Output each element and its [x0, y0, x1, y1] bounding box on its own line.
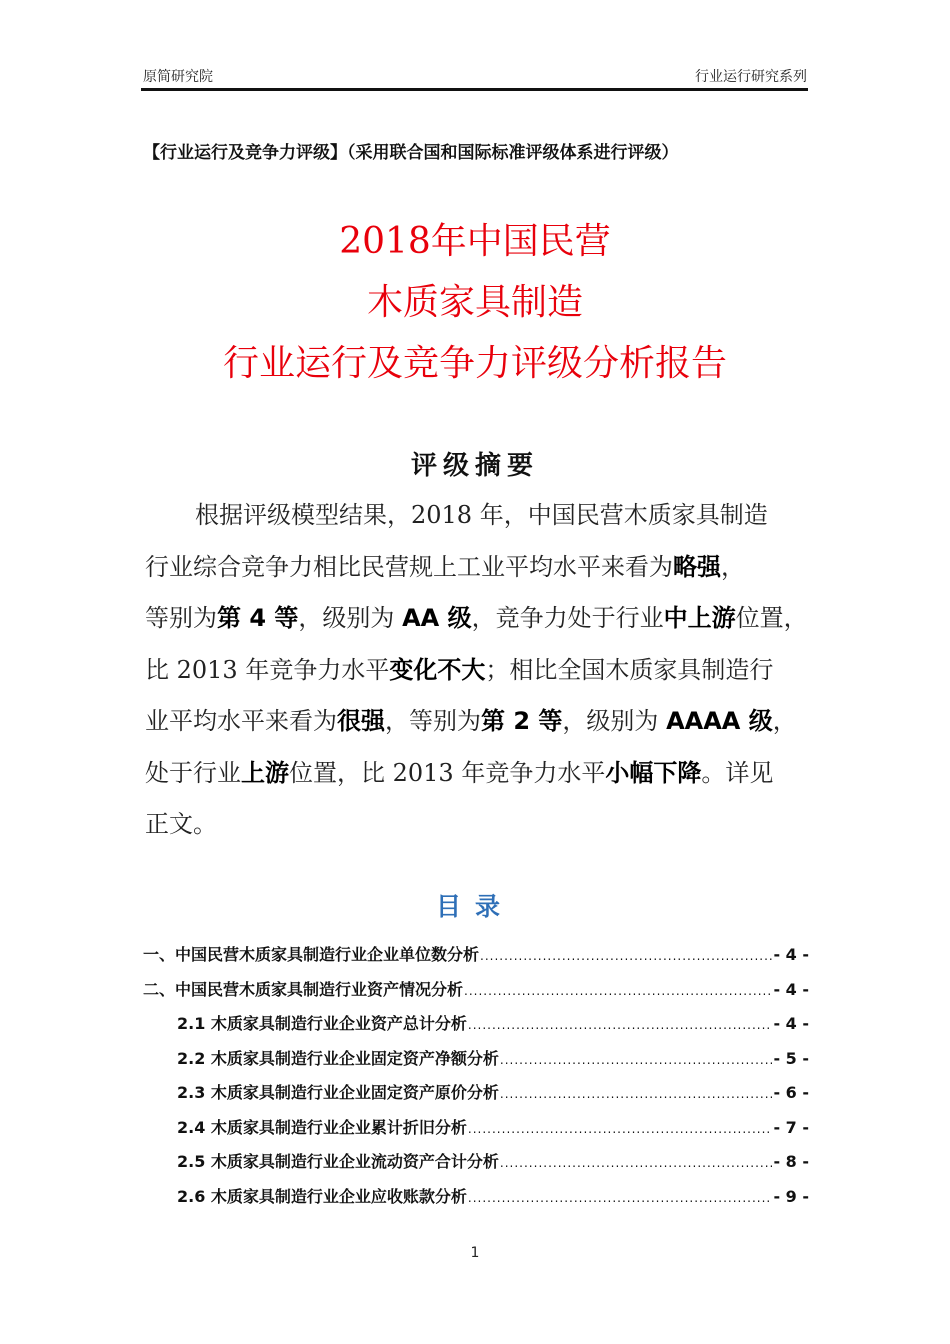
toc-entry[interactable] — [143, 1042, 809, 1077]
toc-entry[interactable] — [143, 1145, 809, 1180]
toc-leader-dots — [500, 1043, 773, 1078]
body-text: ；相比全国木质家具制造行 — [485, 655, 774, 684]
body-text: 等别为 — [145, 604, 217, 632]
body-text: 处于行业 — [145, 758, 241, 787]
toc-leader-dots — [500, 1146, 773, 1181]
body-text: ， — [772, 707, 797, 735]
toc-entry[interactable] — [143, 938, 809, 973]
header-publisher: 原简研究院 — [143, 69, 213, 85]
summary-line — [145, 696, 810, 748]
body-text: 。详见 — [701, 758, 774, 787]
toc-leader-dots — [500, 1077, 773, 1112]
emphasis-text: 略强 — [673, 552, 721, 581]
body-text: 行业综合竞争力相比民营规上工业平均水平来看为 — [145, 552, 673, 581]
body-text: 正文。 — [145, 810, 217, 838]
emphasis-text: AAAA 级 — [666, 707, 773, 735]
emphasis-text: 第 2 等 — [481, 707, 563, 735]
page-number: 1 — [470, 1245, 480, 1261]
page-header — [143, 66, 807, 88]
summary-paragraph — [145, 490, 810, 851]
summary-line — [145, 799, 810, 851]
emphasis-text: 上游 — [241, 758, 289, 787]
emphasis-text: 很强 — [337, 707, 385, 735]
toc-entry-page[interactable]: - 4 - — [773, 1014, 809, 1033]
summary-line — [145, 748, 810, 800]
toc-leader-dots — [468, 1112, 773, 1147]
body-text: 位置，比 2013 年竞争力水平 — [289, 758, 606, 787]
toc-leader-dots — [468, 1181, 773, 1216]
summary-heading: 评级摘要 — [410, 451, 539, 481]
toc-entry-page[interactable]: - 7 - — [773, 1117, 809, 1137]
summary-line — [145, 542, 810, 594]
report-title-line-1: 2018年中国民营 — [339, 221, 611, 262]
report-title-line-3: 行业运行及竞争力评级分析报告 — [222, 343, 727, 384]
toc-entry[interactable] — [143, 1180, 809, 1215]
report-title-line-2: 木质家具制造 — [366, 282, 583, 323]
emphasis-text: 小幅下降 — [605, 758, 702, 787]
toc-entry-page[interactable]: - 8 - — [773, 1152, 809, 1171]
toc-entry[interactable] — [143, 1007, 809, 1042]
body-text: 业平均水平来看为 — [145, 707, 337, 735]
toc-entry[interactable] — [143, 1111, 809, 1146]
body-text: 根据评级模型结果，2018 年，中国民营木质家具制造 — [195, 501, 768, 529]
body-text: ， — [721, 552, 745, 581]
emphasis-text: 第 4 等 — [217, 604, 299, 632]
body-text: ，级别为 — [562, 707, 667, 735]
toc-leader-dots — [480, 939, 772, 974]
toc-entry-label[interactable]: 一、中国民营木质家具制造行业企业单位数分析 — [143, 945, 480, 964]
table-of-contents — [143, 938, 809, 1214]
body-text: ，竞争力处于行业 — [471, 604, 664, 632]
header-divider — [141, 88, 808, 91]
toc-entry-label[interactable]: 2.1 木质家具制造行业企业资产总计分析 — [177, 1014, 467, 1033]
toc-leader-dots — [468, 1008, 773, 1043]
body-text: 比 2013 年竞争力水平 — [145, 655, 390, 684]
toc-entry-label[interactable]: 2.3 木质家具制造行业企业固定资产原价分析 — [177, 1083, 499, 1102]
toc-entry-label[interactable]: 2.6 木质家具制造行业企业应收账款分析 — [177, 1186, 467, 1206]
toc-entry-label[interactable]: 二、中国民营木质家具制造行业资产情况分析 — [143, 979, 464, 999]
toc-entry-page[interactable]: - 6 - — [773, 1083, 809, 1102]
summary-line — [145, 645, 810, 697]
emphasis-text: 变化不大 — [389, 655, 486, 684]
body-text: ，级别为 — [298, 604, 403, 632]
toc-entry[interactable] — [143, 1076, 809, 1111]
body-text: ，等别为 — [385, 707, 481, 735]
summary-line — [145, 593, 810, 645]
summary-line — [145, 490, 810, 542]
rating-tagline: 【行业运行及竞争力评级】（采用联合国和国际标准评级体系进行评级） — [143, 143, 679, 163]
toc-entry-page[interactable]: - 4 - — [773, 945, 809, 964]
toc-entry-label[interactable]: 2.5 木质家具制造行业企业流动资产合计分析 — [177, 1152, 499, 1171]
toc-heading: 目录 — [435, 892, 514, 921]
toc-entry-page[interactable]: - 9 - — [773, 1186, 809, 1206]
body-text: 位置， — [735, 604, 808, 632]
toc-entry-page[interactable]: - 5 - — [773, 1048, 809, 1068]
toc-entry[interactable] — [143, 973, 809, 1008]
toc-entry-page[interactable]: - 4 - — [773, 979, 809, 999]
emphasis-text: 中上游 — [663, 604, 736, 632]
emphasis-text: AA 级 — [402, 604, 472, 632]
toc-leader-dots — [464, 974, 772, 1009]
header-series: 行业运行研究系列 — [695, 69, 807, 85]
toc-entry-label[interactable]: 2.2 木质家具制造行业企业固定资产净额分析 — [177, 1048, 499, 1068]
toc-entry-label[interactable]: 2.4 木质家具制造行业企业累计折旧分析 — [177, 1117, 467, 1137]
